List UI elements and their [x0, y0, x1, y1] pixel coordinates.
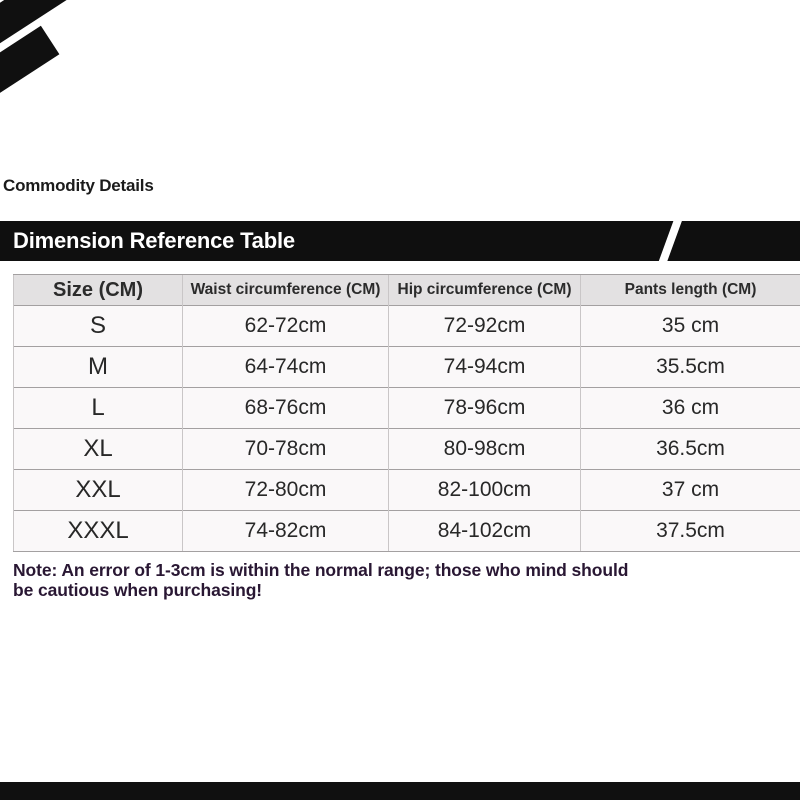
cell-size: XXXL [14, 511, 183, 552]
cell-hip: 84-102cm [389, 511, 581, 552]
cell-pants-length: 37 cm [581, 470, 800, 511]
note-text [13, 561, 628, 600]
note-line-1: Note: An error of 1-3cm is within the normal range; those who mind should [13, 560, 629, 580]
table-row-l [14, 388, 800, 429]
column-header-pants-length: Pants length (CM) [581, 275, 800, 306]
cell-pants-length: 36.5cm [581, 429, 800, 470]
note-line-2: be cautious when purchasing! [13, 579, 263, 600]
cell-hip: 74-94cm [389, 347, 581, 388]
table-row-xxxl [14, 511, 800, 552]
bottom-bar-decoration [0, 782, 800, 800]
table-row-xl [14, 429, 800, 470]
column-header-waist: Waist circumference (CM) [183, 275, 389, 306]
column-header-hip: Hip circumference (CM) [389, 275, 581, 306]
cell-waist: 74-82cm [183, 511, 389, 552]
cell-size: S [14, 306, 183, 347]
cell-size: XXL [14, 470, 183, 511]
cell-size: L [14, 388, 183, 429]
slash-icon [657, 221, 682, 261]
column-header-size: Size (CM) [14, 275, 183, 306]
header-row [14, 275, 800, 306]
cell-pants-length: 36 cm [581, 388, 800, 429]
cell-size: M [14, 347, 183, 388]
cell-waist: 62-72cm [183, 306, 389, 347]
dimension-banner [0, 221, 800, 261]
banner-title: Dimension Reference Table [13, 228, 295, 253]
cell-hip: 82-100cm [389, 470, 581, 511]
cell-hip: 78-96cm [389, 388, 581, 429]
corner-slash-icon [0, 26, 59, 114]
cell-pants-length: 37.5cm [581, 511, 800, 552]
table-row-xxl [14, 470, 800, 511]
cell-waist: 72-80cm [183, 470, 389, 511]
cell-size: XL [14, 429, 183, 470]
cell-waist: 70-78cm [183, 429, 389, 470]
table-row-m [14, 347, 800, 388]
table-row-s [14, 306, 800, 347]
size-reference-table [13, 274, 800, 552]
cell-hip: 72-92cm [389, 306, 581, 347]
cell-pants-length: 35.5cm [581, 347, 800, 388]
cell-waist: 64-74cm [183, 347, 389, 388]
cell-hip: 80-98cm [389, 429, 581, 470]
cell-waist: 68-76cm [183, 388, 389, 429]
section-title: Commodity Details [3, 176, 154, 195]
cell-pants-length: 35 cm [581, 306, 800, 347]
